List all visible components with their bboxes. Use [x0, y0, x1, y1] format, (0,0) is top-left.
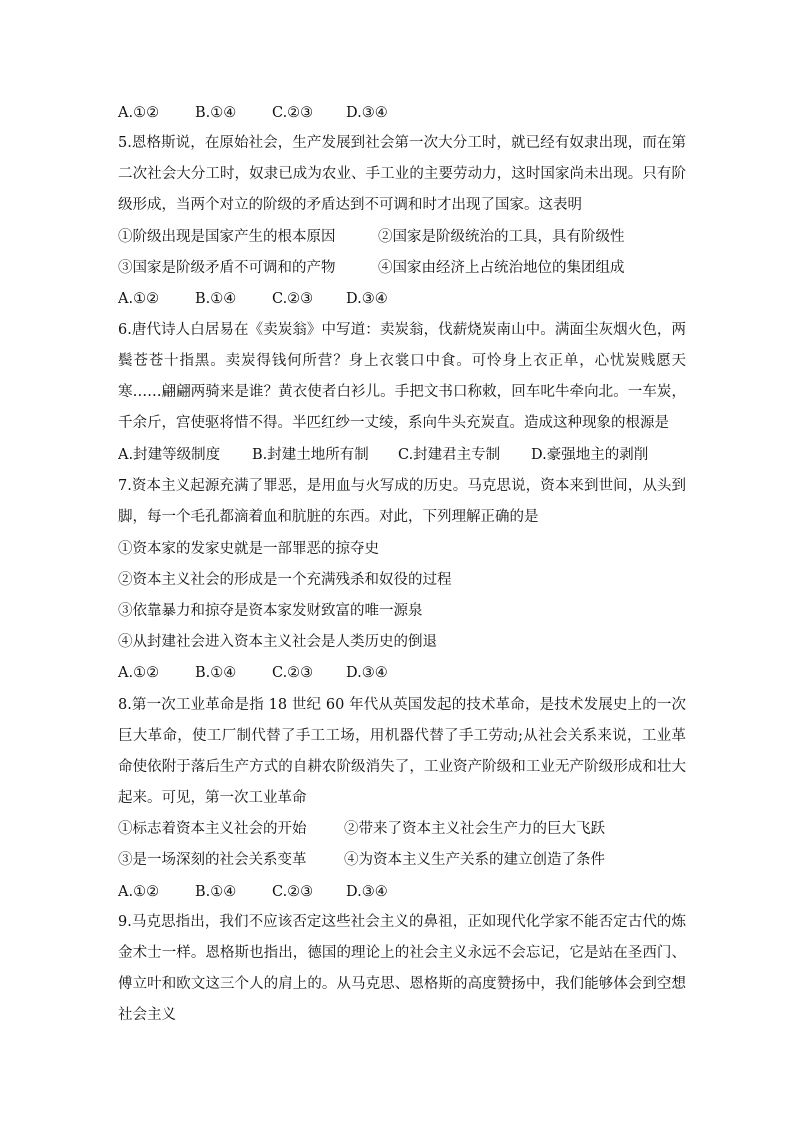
q5-option-3: ③国家是阶级矛盾不可调和的产物 [118, 260, 336, 276]
q5-answer-b: B.①④ [195, 291, 237, 307]
q6-answer-b: B.封建土地所有制 [252, 447, 369, 463]
q5-answer-a: A.①② [118, 291, 160, 307]
q5-answer-c: C.②③ [272, 291, 314, 307]
q6-answer-d: D.豪强地主的剥削 [531, 447, 649, 463]
q5-options-row-2 [118, 258, 625, 278]
q8-answer-d: D.③④ [346, 884, 388, 900]
q8-answer-a: A.①② [118, 884, 160, 900]
q8-options-row-1 [118, 819, 605, 839]
q5-answer-row [118, 289, 388, 309]
q7-option-2: ②资本主义社会的形成是一个充满残杀和奴役的过程 [118, 572, 452, 588]
q9-stem: 9.马克思指出，我们不应该否定这些社会主义的鼻祖，正如现代化学家不能否定古代的炼金术士一样。恩格斯也指出，德国的理论上的社会主义永远不会忘记，它是站在圣西门、傅立叶和欧文这三个人的肩上的。从马克思、恩格斯的高度赞扬中，我们能够体会到空想社会主义 [118, 914, 686, 1023]
q6-answer-row [118, 445, 648, 465]
q4-answer-a: A.①② [118, 105, 160, 121]
q5-stem: 5.恩格斯说，在原始社会，生产发展到社会第一次大分工时，就已经有奴隶出现，而在第二次社会大分工时，奴隶已成为农业、手工业的主要劳动力，这时国家尚未出现。只有阶级形成，当两个对立的阶级的矛盾达到不可调和时才出现了国家。这表明 [118, 135, 686, 213]
q4-answer-row [118, 103, 388, 123]
q5-options-row-1 [118, 227, 625, 247]
q5-answer-d: D.③④ [346, 291, 388, 307]
q4-answer-b: B.①④ [195, 105, 237, 121]
q5-option-1: ①阶级出现是国家产生的根本原因 [118, 229, 336, 245]
q7-option-4: ④从封建社会进入资本主义社会是人类历史的倒退 [118, 634, 437, 650]
q8-option-3: ③是一场深刻的社会关系变革 [118, 852, 307, 868]
q7-answer-c: C.②③ [272, 665, 314, 681]
q7-answer-b: B.①④ [195, 665, 237, 681]
q8-option-4: ④为资本主义生产关系的建立创造了条件 [344, 852, 605, 868]
q5-option-4: ④国家由经济上占统治地位的集团组成 [378, 260, 625, 276]
q5-option-2: ②国家是阶级统治的工具，具有阶级性 [378, 229, 625, 245]
q7-option-1: ①资本家的发家史就是一部罪恶的掠夺史 [118, 541, 379, 557]
q8-option-2: ②带来了资本主义社会生产力的巨大飞跃 [344, 821, 605, 837]
q8-answer-row [118, 882, 388, 902]
q8-options-row-2 [118, 850, 605, 870]
q7-stem: 7.资本主义起源充满了罪恶，是用血与火写成的历史。马克思说，资本来到世间，从头到脚，每一个毛孔都滴着血和肮脏的东西。对此，下列理解正确的是 [118, 478, 686, 525]
q7-answer-a: A.①② [118, 665, 160, 681]
q8-option-1: ①标志着资本主义社会的开始 [118, 821, 307, 837]
q7-option-3: ③依靠暴力和掠夺是资本家发财致富的唯一源泉 [118, 603, 423, 619]
q4-answer-d: D.③④ [346, 105, 388, 121]
q8-stem: 8.第一次工业革命是指 18 世纪 60 年代从英国发起的技术革命，是技术发展史上的一次巨大革命，使工厂制代替了手工工场，用机器代替了手工劳动;从社会关系来说，工业革命使依附于落后生产方式的自耕农阶级消失了，工业资产阶级和工业无产阶级形成和壮大起来。可见，第一次工业革命 [118, 697, 686, 806]
q8-answer-b: B.①④ [195, 884, 237, 900]
q7-answer-row [118, 663, 388, 683]
q4-answer-c: C.②③ [272, 105, 314, 121]
q6-answer-c: C.封建君主专制 [398, 447, 501, 463]
q8-answer-c: C.②③ [272, 884, 314, 900]
q6-answer-a: A.封建等级制度 [118, 447, 221, 463]
q6-stem: 6.唐代诗人白居易在《卖炭翁》中写道：卖炭翁，伐薪烧炭南山中。满面尘灰烟火色，两鬓苍苍十指黑。卖炭得钱何所营？身上衣裳口中食。可怜身上衣正单，心忧炭贱愿天寒……翩翩两骑来是谁？黄衣使者白衫儿。手把文书口称敕，回车叱牛牵向北。一车炭，千余斤，宫使驱将惜不得。半匹红纱一丈绫，系向牛头充炭直。造成这种现象的根源是 [118, 322, 686, 431]
q7-answer-d: D.③④ [346, 665, 388, 681]
